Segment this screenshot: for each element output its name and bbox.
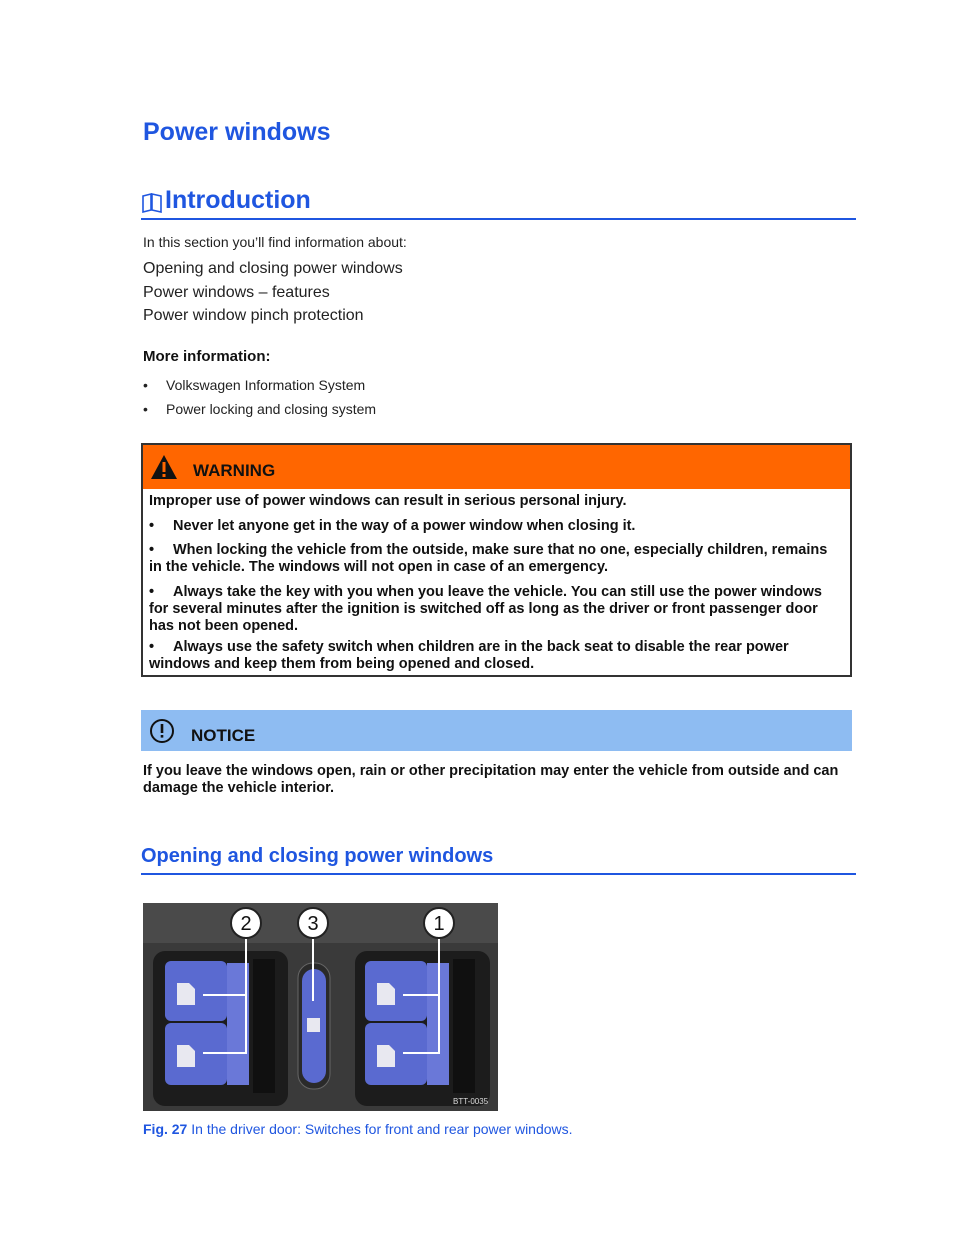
more-info-item[interactable] (143, 401, 376, 417)
subsection-heading: Opening and closing power windows (141, 845, 856, 875)
bullet-icon: • (149, 639, 155, 655)
figure-number: Fig. 27 (143, 1121, 188, 1137)
notice-text: If you leave the windows open, rain or other precipitation may enter the vehicle from outside and can damage the vehicle interior. (143, 763, 839, 796)
bullet-icon: • (149, 542, 155, 558)
warning-box (141, 443, 852, 677)
exclamation-circle-icon (149, 718, 175, 744)
warning-lead: Improper use of power windows can result in serious personal injury. (149, 493, 627, 509)
warning-item: • Always use the safety switch when children are in the back seat to disable the rear power windows and keep them from being opened and closed. (149, 639, 789, 672)
more-info-label: More information: (143, 348, 271, 365)
section-title: Introduction (165, 186, 311, 214)
figure-caption-text: In the driver door: Switches for front and rear power windows. (191, 1121, 573, 1137)
section-heading-introduction (141, 186, 856, 220)
bullet-icon: • (143, 401, 148, 417)
bullet-icon: • (149, 584, 155, 600)
power-window-switches-figure (143, 903, 498, 1111)
bullet-icon: • (143, 377, 148, 393)
warning-item: • Always take the key with you when you leave the vehicle. You can still use the power windows for several minutes after the ignition is switched off as long as the driver or front passenger door has not been opened. (149, 584, 822, 634)
more-info-item[interactable] (143, 377, 365, 393)
warning-header (143, 445, 850, 489)
warning-item: • When locking the vehicle from the outside, make sure that no one, especially children, remains in the vehicle. The windows will not open in case of an emergency. (149, 542, 828, 575)
topic-link[interactable]: Power windows – features (143, 284, 330, 301)
more-info-item-label: Volkswagen Information System (166, 377, 366, 393)
callout-label: 3 (307, 913, 319, 935)
intro-text: In this section you’ll find information about: (143, 234, 407, 250)
page-title: Power windows (143, 118, 331, 146)
callout-label: 2 (240, 913, 252, 935)
topic-link[interactable]: Power window pinch protection (143, 307, 364, 324)
callout-label: 1 (433, 913, 445, 935)
warning-label: WARNING (193, 461, 276, 480)
warning-item: • Never let anyone get in the way of a power window when closing it. (149, 518, 636, 534)
topic-link[interactable]: Opening and closing power windows (143, 260, 403, 277)
warning-triangle-icon (150, 454, 178, 480)
figure-caption (143, 1121, 573, 1137)
bullet-icon: • (149, 518, 155, 534)
book-icon (141, 192, 163, 214)
figure-code: BTT-0035 (453, 1097, 489, 1106)
notice-label: NOTICE (191, 725, 256, 745)
notice-header (141, 710, 852, 751)
more-info-item-label: Power locking and closing system (166, 401, 377, 417)
